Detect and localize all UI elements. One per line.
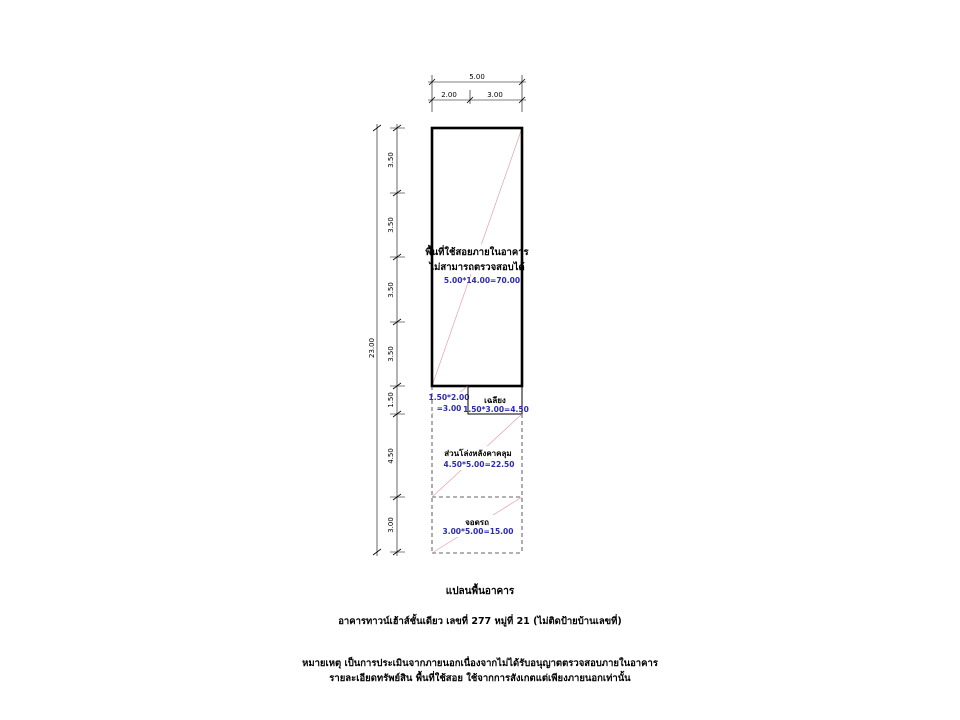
side-dimension-segment-7: 3.00 [387, 517, 395, 533]
plan-subtitle: อาคารทาวน์เฮ้าส์ชั้นเดียว เลขที่ 277 หมู่ที่ 21 (ไม่ติดป้ายบ้านเลขที่) [338, 616, 622, 627]
small-area-calc-line1: 1.50*2.00 [428, 393, 470, 402]
top-dimension-group [428, 73, 526, 112]
top-dimension-overall: 5.00 [469, 73, 485, 81]
main-area-calc: 5.00*14.00=70.00 [443, 276, 521, 285]
side-dimension-group [368, 124, 405, 556]
side-dimension-segment-6: 4.50 [387, 448, 395, 464]
side-dimension-segment-3: 3.50 [387, 282, 395, 298]
covered-area [432, 414, 522, 497]
plan-title: แปลนพื้นอาคาร [445, 586, 515, 597]
main-area-label-line2: ไม่สามารถตรวจสอบได้ [429, 262, 525, 273]
small-area-calc-line2: =3.00 [436, 404, 462, 413]
note-line-2: รายละเอียดทรัพย์สิน พื้นที่ใช้สอย ใช้จากการสังเกตแต่เพียงภายนอกเท่านั้น [329, 673, 631, 684]
note-line-1: หมายเหตุ เป็นการประเมินจากภายนอกเนื่องจากไม่ได้รับอนุญาตตรวจสอบภายในอาคาร [302, 658, 658, 669]
top-dimension-right-segment: 3.00 [487, 91, 503, 99]
side-dimension-segment-4: 3.50 [387, 346, 395, 362]
main-area-label-line1: พื้นที่ใช้สอยภายในอาคาร [425, 247, 529, 258]
parking-area [432, 497, 522, 553]
top-dimension-left-segment: 2.00 [441, 91, 457, 99]
annex-label: เฉลียง [484, 396, 506, 405]
side-dimension-segment-2: 3.50 [387, 217, 395, 233]
annex-calc: 1.50*3.00=4.50 [463, 405, 529, 414]
covered-area-calc: 4.50*5.00=22.50 [443, 460, 515, 469]
side-dimension-segment-1: 3.50 [387, 152, 395, 168]
main-area [425, 128, 529, 386]
covered-area-label: ส่วนโล่งหลังคาคลุม [444, 449, 512, 458]
side-dimension-overall: 23.00 [368, 337, 376, 359]
parking-calc: 3.00*5.00=15.00 [442, 527, 514, 536]
side-dimension-segment-5: 1.50 [387, 392, 395, 408]
annex-area [463, 386, 529, 414]
parking-label: จอดรถ [465, 518, 489, 527]
